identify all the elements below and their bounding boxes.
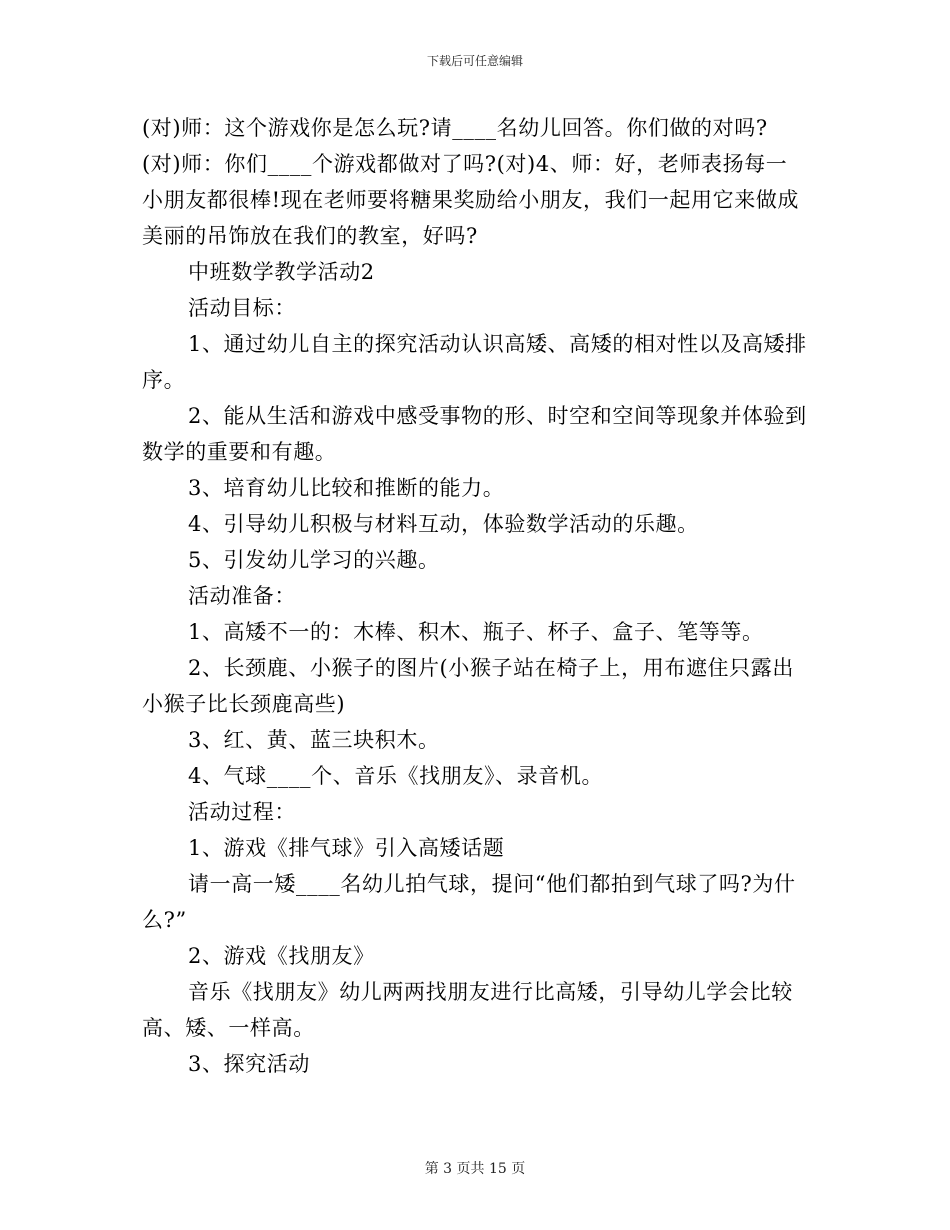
text-line: 2、游戏《找朋友》 <box>188 944 375 968</box>
text-line: (对)师：这个游戏你是怎么玩?请____名幼儿回答。你们做的对吗? <box>142 116 768 140</box>
text-line: 么?” <box>142 908 187 932</box>
text-line: 活动准备： <box>188 584 296 608</box>
text-line: 音乐《找朋友》幼儿两两找朋友进行比高矮，引导幼儿学会比较 <box>188 980 793 1004</box>
page-header: 下载后可任意编辑 <box>426 54 523 68</box>
text-line: 3、红、黄、蓝三块积木。 <box>188 728 440 752</box>
text-line: 5、引发幼儿学习的兴趣。 <box>188 548 440 572</box>
text-line: 活动过程： <box>188 800 296 824</box>
text-line: 请一高一矮____名幼儿拍气球，提问“他们都拍到气球了吗?为什 <box>188 872 796 896</box>
text-line: 活动目标： <box>188 296 296 320</box>
text-line: 中班数学教学活动2 <box>188 260 375 284</box>
text-line: 2、能从生活和游戏中感受事物的形、时空和空间等现象并体验到 <box>188 404 807 428</box>
document-body <box>142 110 814 1082</box>
text-line: 4、引导幼儿积极与材料互动，体验数学活动的乐趣。 <box>188 512 699 536</box>
text-line: 美丽的吊饰放在我们的教室，好吗? <box>142 224 478 248</box>
text-line: 高、矮、一样高。 <box>142 1016 315 1040</box>
text-line: 1、高矮不一的：木棒、积木、瓶子、杯子、盒子、笔等等。 <box>188 620 764 644</box>
text-line: 序。 <box>142 368 186 392</box>
text-line: 3、培育幼儿比较和推断的能力。 <box>188 476 505 500</box>
text-line: 2、长颈鹿、小猴子的图片(小猴子站在椅子上，用布遮住只露出 <box>188 656 794 680</box>
text-line: (对)师：你们____个游戏都做对了吗?(对)4、师：好，老师表扬每一 <box>142 152 788 176</box>
text-line: 小朋友都很棒!现在老师要将糖果奖励给小朋友，我们一起用它来做成 <box>142 188 800 212</box>
text-line: 3、探究活动 <box>188 1052 310 1076</box>
page-footer: 第 3 页共 15 页 <box>424 1161 526 1177</box>
text-line: 4、气球____个、音乐《找朋友》、录音机。 <box>188 764 604 788</box>
text-line: 小猴子比长颈鹿高些) <box>142 692 346 716</box>
text-line: 1、游戏《排气球》引入高矮话题 <box>188 836 505 860</box>
text-line: 数学的重要和有趣。 <box>142 440 337 464</box>
text-line: 1、通过幼儿自主的探究活动认识高矮、高矮的相对性以及高矮排 <box>188 332 807 356</box>
